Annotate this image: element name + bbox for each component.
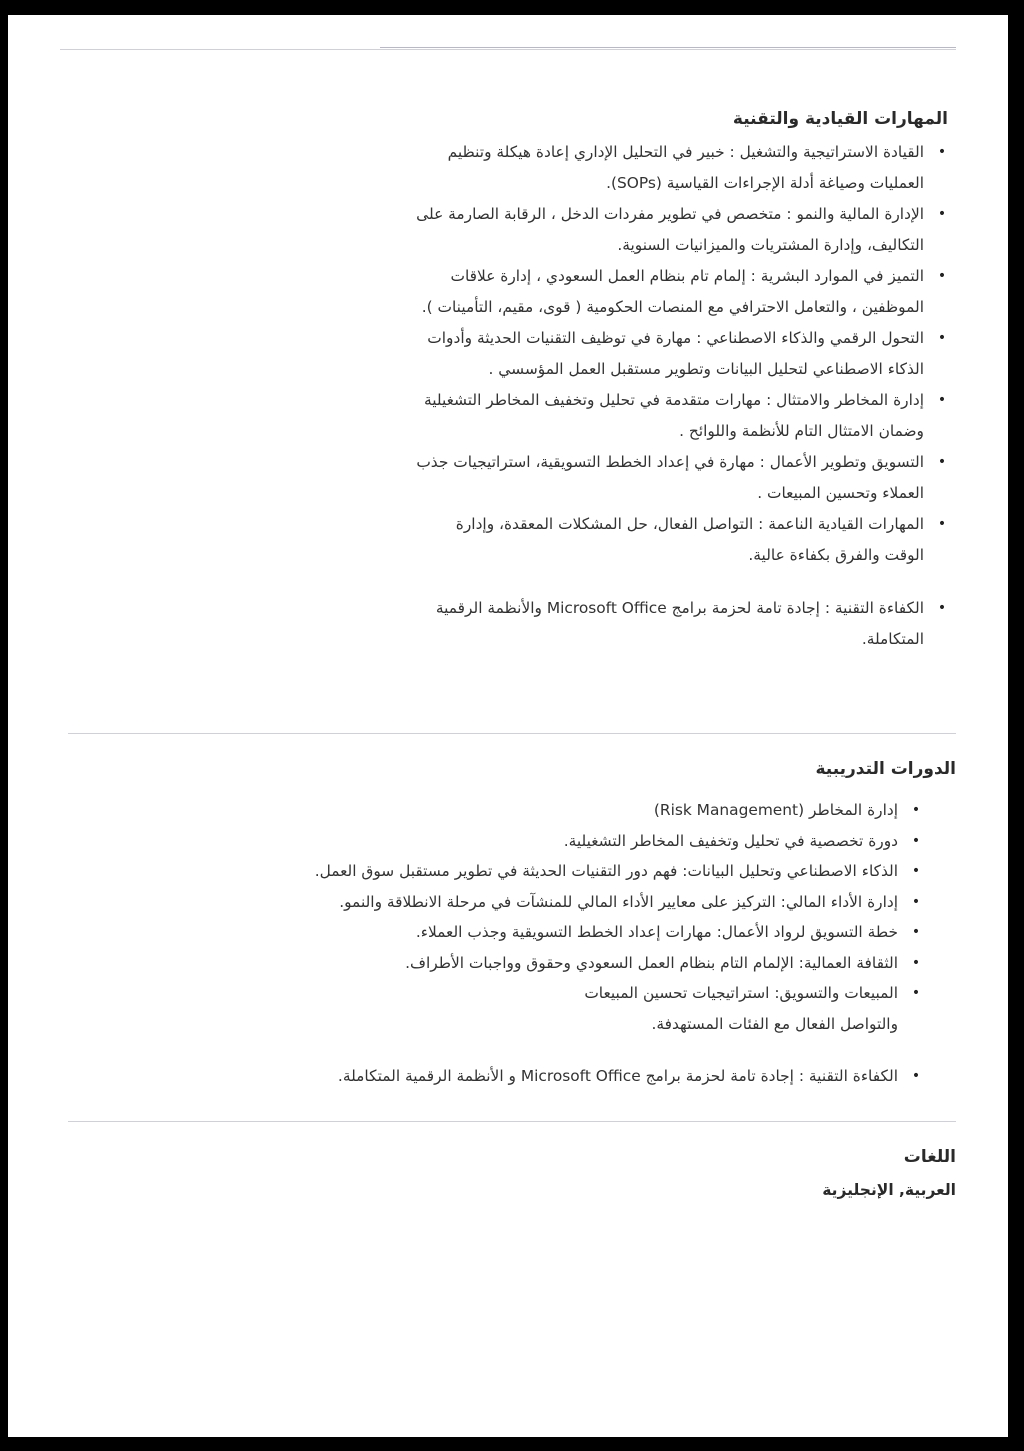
bullet-icon: •: [911, 924, 921, 940]
top-divider: [60, 49, 956, 50]
top-divider-accent: [380, 47, 956, 48]
bullet-icon: •: [937, 330, 947, 346]
bullet-icon: •: [911, 1068, 921, 1084]
course-item: • المبيعات والتسويق: استراتيجيات تحسين المبيعات والتواصل الفعال مع الفئات المستهدفة.: [568, 978, 926, 1039]
document-page: [8, 15, 1008, 1437]
bullet-icon: •: [911, 832, 921, 849]
skill-item: • القيادة الاستراتيجية والتشغيل : خبير في التحليل الإداري إعادة هيكلة وتنظيم العمليات وصياغة أدلة الإجراءات القياسية (SOPs).: [414, 137, 952, 199]
skill-item: • الإدارة المالية والنمو : متخصص في تطوير مفردات الدخل ، الرقابة الصارمة على التكاليف، وإدارة المشتريات والميزانيات السنوية.: [414, 199, 952, 261]
bullet-icon: •: [937, 454, 947, 470]
bullet-icon: •: [937, 600, 947, 616]
section-divider: [68, 1121, 956, 1122]
course-item: • دورة تخصصية في تحليل وتخفيف المخاطر التشغيلية.: [206, 826, 926, 857]
skill-item: • التسويق وتطوير الأعمال : مهارة في إعداد الخطط التسويقية، استراتيجيات جذب العملاء وتحسين المبيعات .: [414, 447, 952, 509]
skill-item: • التحول الرقمي والذكاء الاصطناعي : مهارة في توظيف التقنيات الحديثة وأدوات الذكاء الاصطناعي لتحليل البيانات وتطوير مستقبل العمل المؤسسي .: [414, 323, 952, 385]
section-divider: [68, 733, 956, 734]
bullet-icon: •: [937, 392, 947, 408]
course-item: • إدارة الأداء المالي: التركيز على معايير الأداء المالي للمنشآت في مرحلة الانطلاقة والنمو.: [206, 887, 926, 918]
courses-list: [206, 795, 926, 1092]
bullet-icon: •: [911, 893, 921, 910]
bullet-icon: •: [937, 268, 947, 284]
bullet-icon: •: [911, 985, 921, 1001]
bullet-icon: •: [911, 863, 921, 879]
bullet-icon: •: [937, 516, 947, 532]
skill-item: • الكفاءة التقنية : إجادة تامة لحزمة برامج Microsoft Office والأنظمة الرقمية المتكاملة.: [414, 593, 952, 655]
bullet-icon: •: [911, 802, 921, 818]
course-item: • الذكاء الاصطناعي وتحليل البيانات: فهم دور التقنيات الحديثة في تطوير مستقبل سوق العمل.: [206, 856, 926, 887]
course-item: • إدارة المخاطر (Risk Management): [206, 795, 926, 826]
courses-heading: الدورات التدريبية: [815, 759, 956, 779]
course-item: • الكفاءة التقنية : إجادة تامة لحزمة برامج Microsoft Office و الأنظمة الرقمية المتكاملة.: [206, 1061, 926, 1092]
skills-list: [414, 137, 952, 655]
skill-item: • التميز في الموارد البشرية : إلمام تام بنظام العمل السعودي ، إدارة علاقات الموظفين ، والتعامل الاحترافي مع المنصات الحكومية ( قوى، مقيم، التأمينات ).: [414, 261, 952, 323]
course-item: • الثقافة العمالية: الإلمام التام بنظام العمل السعودي وحقوق وواجبات الأطراف.: [206, 948, 926, 979]
skill-item: • المهارات القيادية الناعمة : التواصل الفعال، حل المشكلات المعقدة، وإدارة الوقت والفرق بكفاءة عالية.: [414, 509, 952, 571]
languages-heading: اللغات: [903, 1147, 956, 1167]
course-item: • خطة التسويق لرواد الأعمال: مهارات إعداد الخطط التسويقية وجذب العملاء.: [206, 917, 926, 948]
skills-heading: المهارات القيادية والتقنية: [732, 109, 948, 129]
languages-value: العربية, الإنجليزية: [822, 1181, 956, 1199]
bullet-icon: •: [911, 954, 921, 971]
skill-item: • إدارة المخاطر والامتثال : مهارات متقدمة في تحليل وتخفيف المخاطر التشغيلية وضمان الامتثال التام للأنظمة واللوائح .: [414, 385, 952, 447]
bullet-icon: •: [937, 144, 947, 160]
bullet-icon: •: [937, 206, 947, 222]
